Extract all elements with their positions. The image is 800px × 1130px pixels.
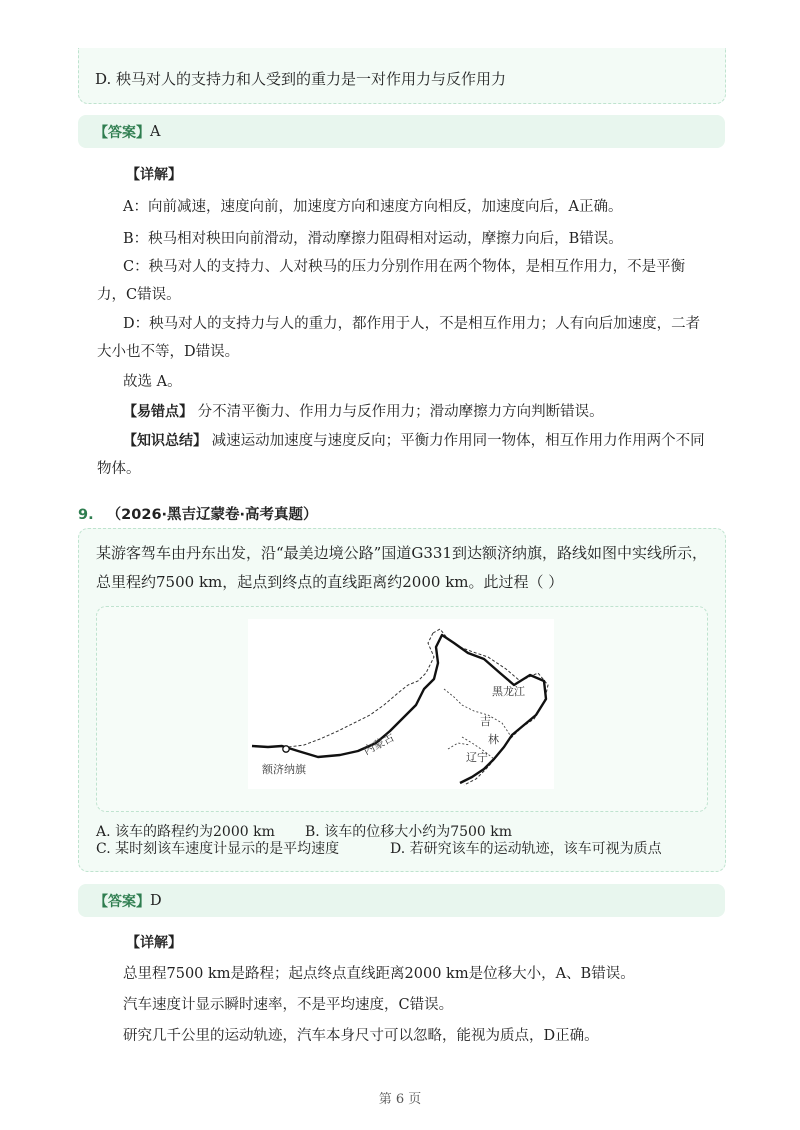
explain-b: B：秧马相对秧田向前滑动，滑动摩擦力阻碍相对运动，摩擦力向后，B错误。	[123, 231, 623, 247]
map-label-liaoning: 辽宁	[466, 751, 488, 764]
map-label-ji: 吉	[480, 715, 491, 728]
option-d: D. 若研究该车的运动轨迹，该车可视为质点	[390, 841, 662, 857]
answer-value: A	[150, 123, 161, 140]
explain-choose: 故选 A。	[123, 374, 182, 390]
explain-a: A：向前减速，速度向前，加速度方向和速度方向相反，加速度向后，A正确。	[123, 199, 623, 215]
page-number: 第 6 页	[378, 1092, 422, 1107]
knowledge-summary: 【知识总结】 减速运动加速度与速度反向；平衡力作用同一物体，相互作用力作用两个不同物体。	[97, 433, 705, 477]
explain-9-line-1: 总里程7500 km是路程；起点终点直线距离2000 km是位移大小，A、B错误。	[123, 966, 635, 982]
explain-heading: 【详解】	[126, 167, 182, 183]
explain-c: C：秧马对人的支持力、人对秧马的压力分别作用在两个物体，是相互作用力，不是平衡力，C错误。	[97, 259, 686, 303]
option-b: B. 该车的位移大小约为7500 km	[305, 824, 513, 840]
question-9-stem: 某游客驾车由丹东出发，沿“最美边境公路”国道G331到达额济纳旗，路线如图中实线所示，总里程约7500 km，起点到终点的直线距离约2000 km。此过程（ ）	[96, 544, 707, 591]
option-c: C. 某时刻该车速度计显示的是平均速度	[96, 841, 340, 857]
answer-tag: 【答案】	[94, 124, 150, 141]
map-label-heilongjiang: 黑龙江	[492, 685, 525, 698]
map-label-neimenggu: 内蒙古	[361, 730, 397, 758]
option-a: A. 该车的路程约为2000 km	[96, 824, 275, 840]
prev-option-d: D. 秧马对人的支持力和人受到的重力是一对作用力与反作用力	[95, 70, 507, 88]
question-9-header: 9. （2026·黑吉辽蒙卷·高考真题）	[78, 507, 318, 523]
explain-9-line-2: 汽车速度计显示瞬时速率，不是平均速度，C错误。	[123, 997, 454, 1013]
map-label-ejina: 额济纳旗	[262, 763, 306, 776]
answer-bar-9	[78, 884, 725, 917]
answer-bar-8	[78, 115, 725, 148]
answer-value: D	[150, 892, 162, 909]
explain-heading-9: 【详解】	[126, 935, 182, 951]
route-map	[248, 619, 554, 789]
answer-tag: 【答案】	[94, 893, 150, 910]
explain-9-line-3: 研究几千公里的运动轨迹，汽车本身尺寸可以忽略，能视为质点，D正确。	[123, 1028, 599, 1044]
explain-d: D：秧马对人的支持力与人的重力，都作用于人，不是相互作用力；人有向后加速度，二者大小也不等，D错误。	[97, 316, 701, 360]
mistake-point: 【易错点】 分不清平衡力、作用力与反作用力；滑动摩擦力方向判断错误。	[123, 404, 604, 420]
map-label-lin: 林	[488, 733, 499, 746]
